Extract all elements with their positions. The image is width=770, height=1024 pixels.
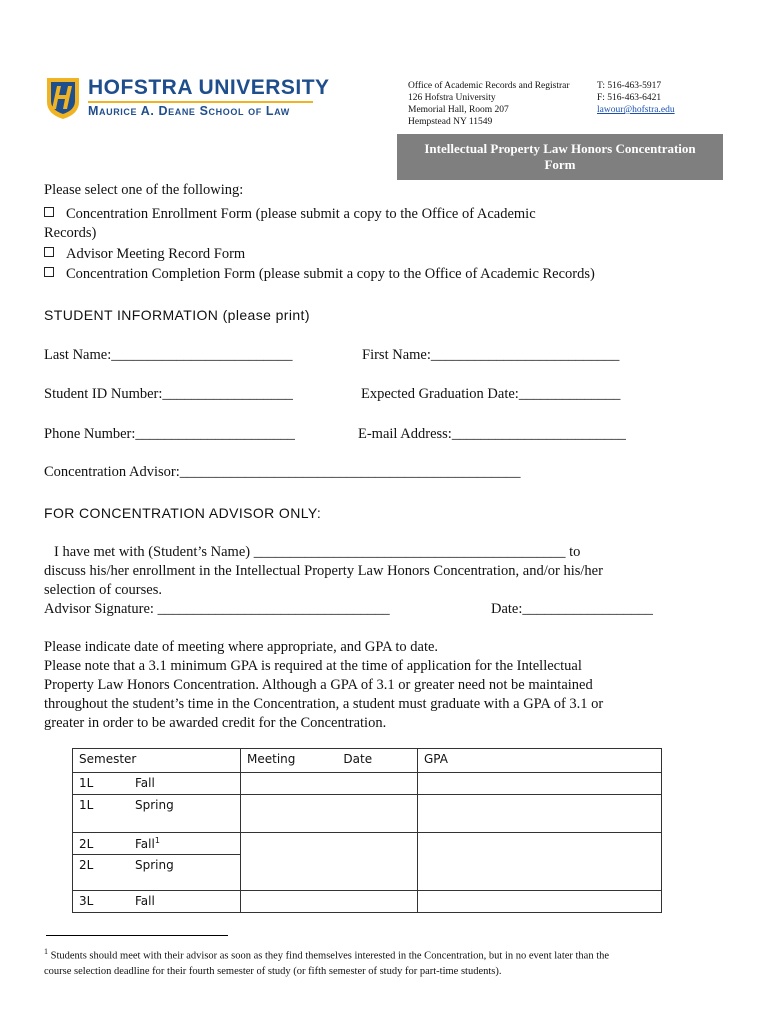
university-logo (46, 76, 330, 124)
meeting-record-table (72, 748, 662, 913)
hofstra-shield-icon (46, 76, 80, 120)
footnote-mark: 1 (44, 947, 48, 956)
option-completion[interactable] (44, 265, 595, 284)
term-label: Fall (135, 837, 155, 851)
gpa-cell[interactable] (418, 795, 662, 833)
meeting-date-cell[interactable] (241, 795, 418, 833)
university-name: HOFSTRA UNIVERSITY (88, 76, 330, 99)
checkbox-icon[interactable] (44, 247, 54, 257)
term-label: Fall (135, 776, 155, 790)
semester-cell (73, 795, 241, 833)
student-name-field[interactable]: I have met with (Student’s Name) ___________________________________________ to (54, 544, 581, 560)
phone-field[interactable]: Phone Number:______________________ (44, 426, 295, 442)
header-gpa: GPA (418, 749, 662, 773)
gpa-cell[interactable] (418, 891, 662, 913)
last-name-field[interactable]: Last Name:_________________________ (44, 347, 293, 363)
instruction-line: greater in order to be awarded credit for the Concentration. (44, 715, 387, 731)
header-meeting: Meeting (247, 752, 296, 766)
student-id-field[interactable]: Student ID Number:__________________ (44, 386, 293, 402)
advisor-field[interactable]: Concentration Advisor:_______________________________________________ (44, 464, 521, 480)
option-label: Concentration Enrollment Form (please submit a copy to the Office of Academic (66, 206, 536, 222)
logo-divider (88, 101, 313, 103)
option-label: Concentration Completion Form (please submit a copy to the Office of Academic Records) (66, 266, 595, 282)
office-line: Memorial Hall, Room 207 (408, 105, 509, 115)
semester-cell (73, 833, 241, 855)
footnote-ref: 1 (154, 836, 160, 845)
year-label: 2L (79, 858, 94, 872)
form-title-line: Intellectual Property Law Honors Concentration (424, 141, 696, 156)
term-label: Spring (135, 858, 174, 872)
semester-cell (73, 891, 241, 913)
instruction-line: Please indicate date of meeting where appropriate, and GPA to date. (44, 639, 439, 655)
footnote (44, 944, 734, 979)
instruction-line: Property Law Honors Concentration. Although a GPA of 3.1 or greater need not be maintained (44, 677, 593, 693)
year-label: 1L (79, 798, 94, 812)
footnote-text: Students should meet with their advisor as soon as they find themselves interested in the Concentration, but in no event later than the (48, 950, 610, 962)
office-line: Office of Academic Records and Registrar (408, 81, 570, 91)
advisor-statement: selection of courses. (44, 582, 162, 598)
table-header-row (73, 749, 662, 773)
email-field[interactable]: E-mail Address:________________________ (358, 426, 626, 442)
phone-number: T: 516-463-5917 (597, 81, 662, 91)
advisor-signature-field[interactable]: Advisor Signature: ________________________________ (44, 601, 390, 617)
school-name: Maurice A. Deane School of Law (88, 104, 290, 118)
checkbox-icon[interactable] (44, 207, 54, 217)
office-line: 126 Hofstra University (408, 93, 496, 103)
contact-info (597, 80, 675, 116)
advisor-only-heading: FOR CONCENTRATION ADVISOR ONLY: (44, 505, 322, 521)
option-enrollment-cont: Records) (44, 225, 97, 241)
meeting-date-cell[interactable] (241, 773, 418, 795)
meeting-date-cell[interactable] (241, 891, 418, 913)
form-title-line: Form (544, 157, 576, 172)
term-label: Spring (135, 798, 174, 812)
year-label: 2L (79, 837, 94, 851)
footnote-divider (46, 935, 228, 936)
first-name-field[interactable]: First Name:__________________________ (362, 347, 620, 363)
fax-number: F: 516-463-6421 (597, 93, 662, 103)
footnote-text: course selection deadline for their fourth semester of study (or fifth semester of study for part-time students). (44, 965, 502, 977)
advisor-statement: discuss his/her enrollment in the Intellectual Property Law Honors Concentration, and/or his/her (44, 563, 603, 579)
gpa-cell[interactable] (418, 833, 662, 891)
email-link[interactable]: lawour@hofstra.edu (597, 105, 675, 115)
option-label: Advisor Meeting Record Form (66, 246, 246, 262)
selection-prompt: Please select one of the following: (44, 182, 244, 198)
table-row (73, 833, 662, 855)
table-row (73, 891, 662, 913)
header-semester: Semester (73, 749, 241, 773)
semester-cell (73, 773, 241, 795)
student-info-heading: STUDENT INFORMATION (please print) (44, 307, 310, 323)
office-line: Hempstead NY 11549 (408, 117, 493, 127)
gpa-cell[interactable] (418, 773, 662, 795)
term-label: Fall (135, 894, 155, 908)
year-label: 3L (79, 894, 94, 908)
option-advisor-meeting[interactable] (44, 245, 245, 264)
advisor-date-field[interactable]: Date:__________________ (491, 601, 653, 617)
table-row (73, 795, 662, 833)
office-address (408, 80, 570, 128)
option-enrollment[interactable] (44, 205, 536, 224)
meeting-date-cell[interactable] (241, 833, 418, 891)
checkbox-icon[interactable] (44, 267, 54, 277)
form-title-banner (397, 134, 723, 180)
year-label: 1L (79, 776, 94, 790)
header-date: Date (343, 752, 373, 766)
graduation-date-field[interactable]: Expected Graduation Date:______________ (361, 386, 621, 402)
semester-cell (73, 855, 241, 891)
instruction-line: Please note that a 3.1 minimum GPA is required at the time of application for the Intellectual (44, 658, 582, 674)
header-meeting-date (241, 749, 418, 773)
instruction-line: throughout the student’s time in the Concentration, a student must graduate with a GPA of 3.1 or (44, 696, 604, 712)
table-row (73, 773, 662, 795)
